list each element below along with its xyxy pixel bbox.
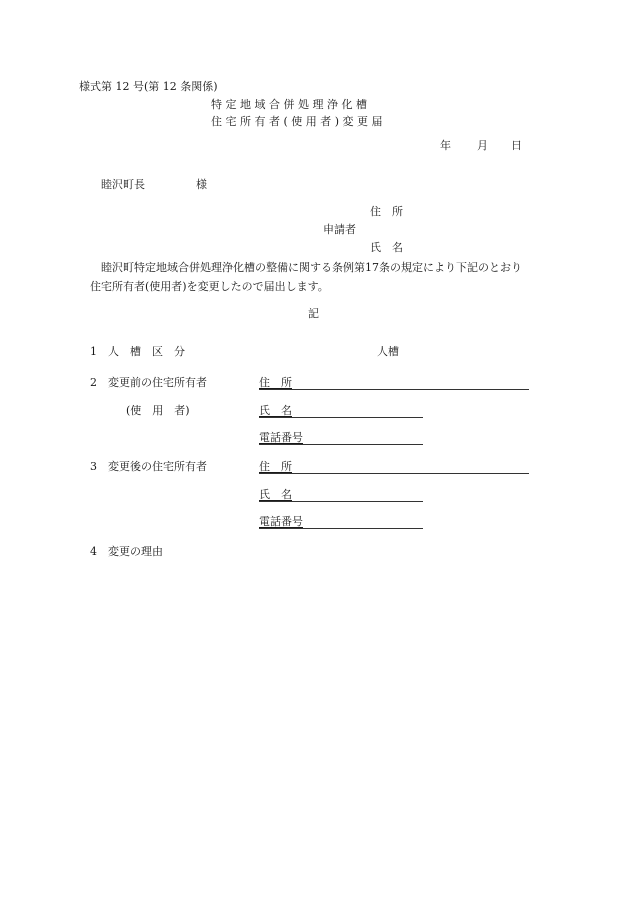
item3-phone-label: 電話番号 xyxy=(259,515,303,528)
honorific: 様 xyxy=(196,178,207,191)
item2-address-label: 住 所 xyxy=(259,376,292,389)
form-number: 様式第 12 号(第 12 条関係) xyxy=(79,80,218,93)
item2-phone-label: 電話番号 xyxy=(259,431,303,444)
item1-number: 1 xyxy=(90,345,97,358)
item3-name-label: 氏 名 xyxy=(259,488,292,501)
item2-sub-label: (使 用 者) xyxy=(126,404,190,417)
item2-label: 変更前の住宅所有者 xyxy=(108,376,207,389)
item2-number: 2 xyxy=(90,376,97,389)
item3-name-line xyxy=(259,501,423,502)
item3-phone-line xyxy=(259,528,423,529)
applicant-address-label: 住 所 xyxy=(370,205,403,218)
item4-number: 4 xyxy=(90,545,97,558)
applicant-label: 申請者 xyxy=(323,223,356,236)
form-title-line2: 住 宅 所 有 者 ( 使 用 者 ) 変 更 届 xyxy=(211,115,383,128)
ki-heading: 記 xyxy=(308,307,319,320)
addressee: 睦沢町長 xyxy=(101,178,145,191)
form-title-line1: 特 定 地 域 合 併 処 理 浄 化 槽 xyxy=(211,98,367,111)
item3-address-label: 住 所 xyxy=(259,460,292,473)
body-text-line1: 睦沢町特定地域合併処理浄化槽の整備に関する条例第17条の規定により下記のとおり xyxy=(101,261,522,274)
item2-name-label: 氏 名 xyxy=(259,404,292,417)
item2-phone-line xyxy=(259,444,423,445)
item3-label: 変更後の住宅所有者 xyxy=(108,460,207,473)
item2-name-line xyxy=(259,417,423,418)
item1-value: 人槽 xyxy=(377,345,399,358)
date-year: 年 xyxy=(440,139,451,152)
body-text-line2: 住宅所有者(使用者)を変更したので届出します。 xyxy=(90,280,329,293)
item3-address-line xyxy=(259,473,529,474)
date-day: 日 xyxy=(511,139,522,152)
item3-number: 3 xyxy=(90,460,97,473)
item2-address-line xyxy=(259,389,529,390)
date-month: 月 xyxy=(477,139,488,152)
item4-label: 変更の理由 xyxy=(108,545,163,558)
applicant-name-label: 氏 名 xyxy=(370,241,403,254)
item1-label: 人 槽 区 分 xyxy=(108,345,185,358)
